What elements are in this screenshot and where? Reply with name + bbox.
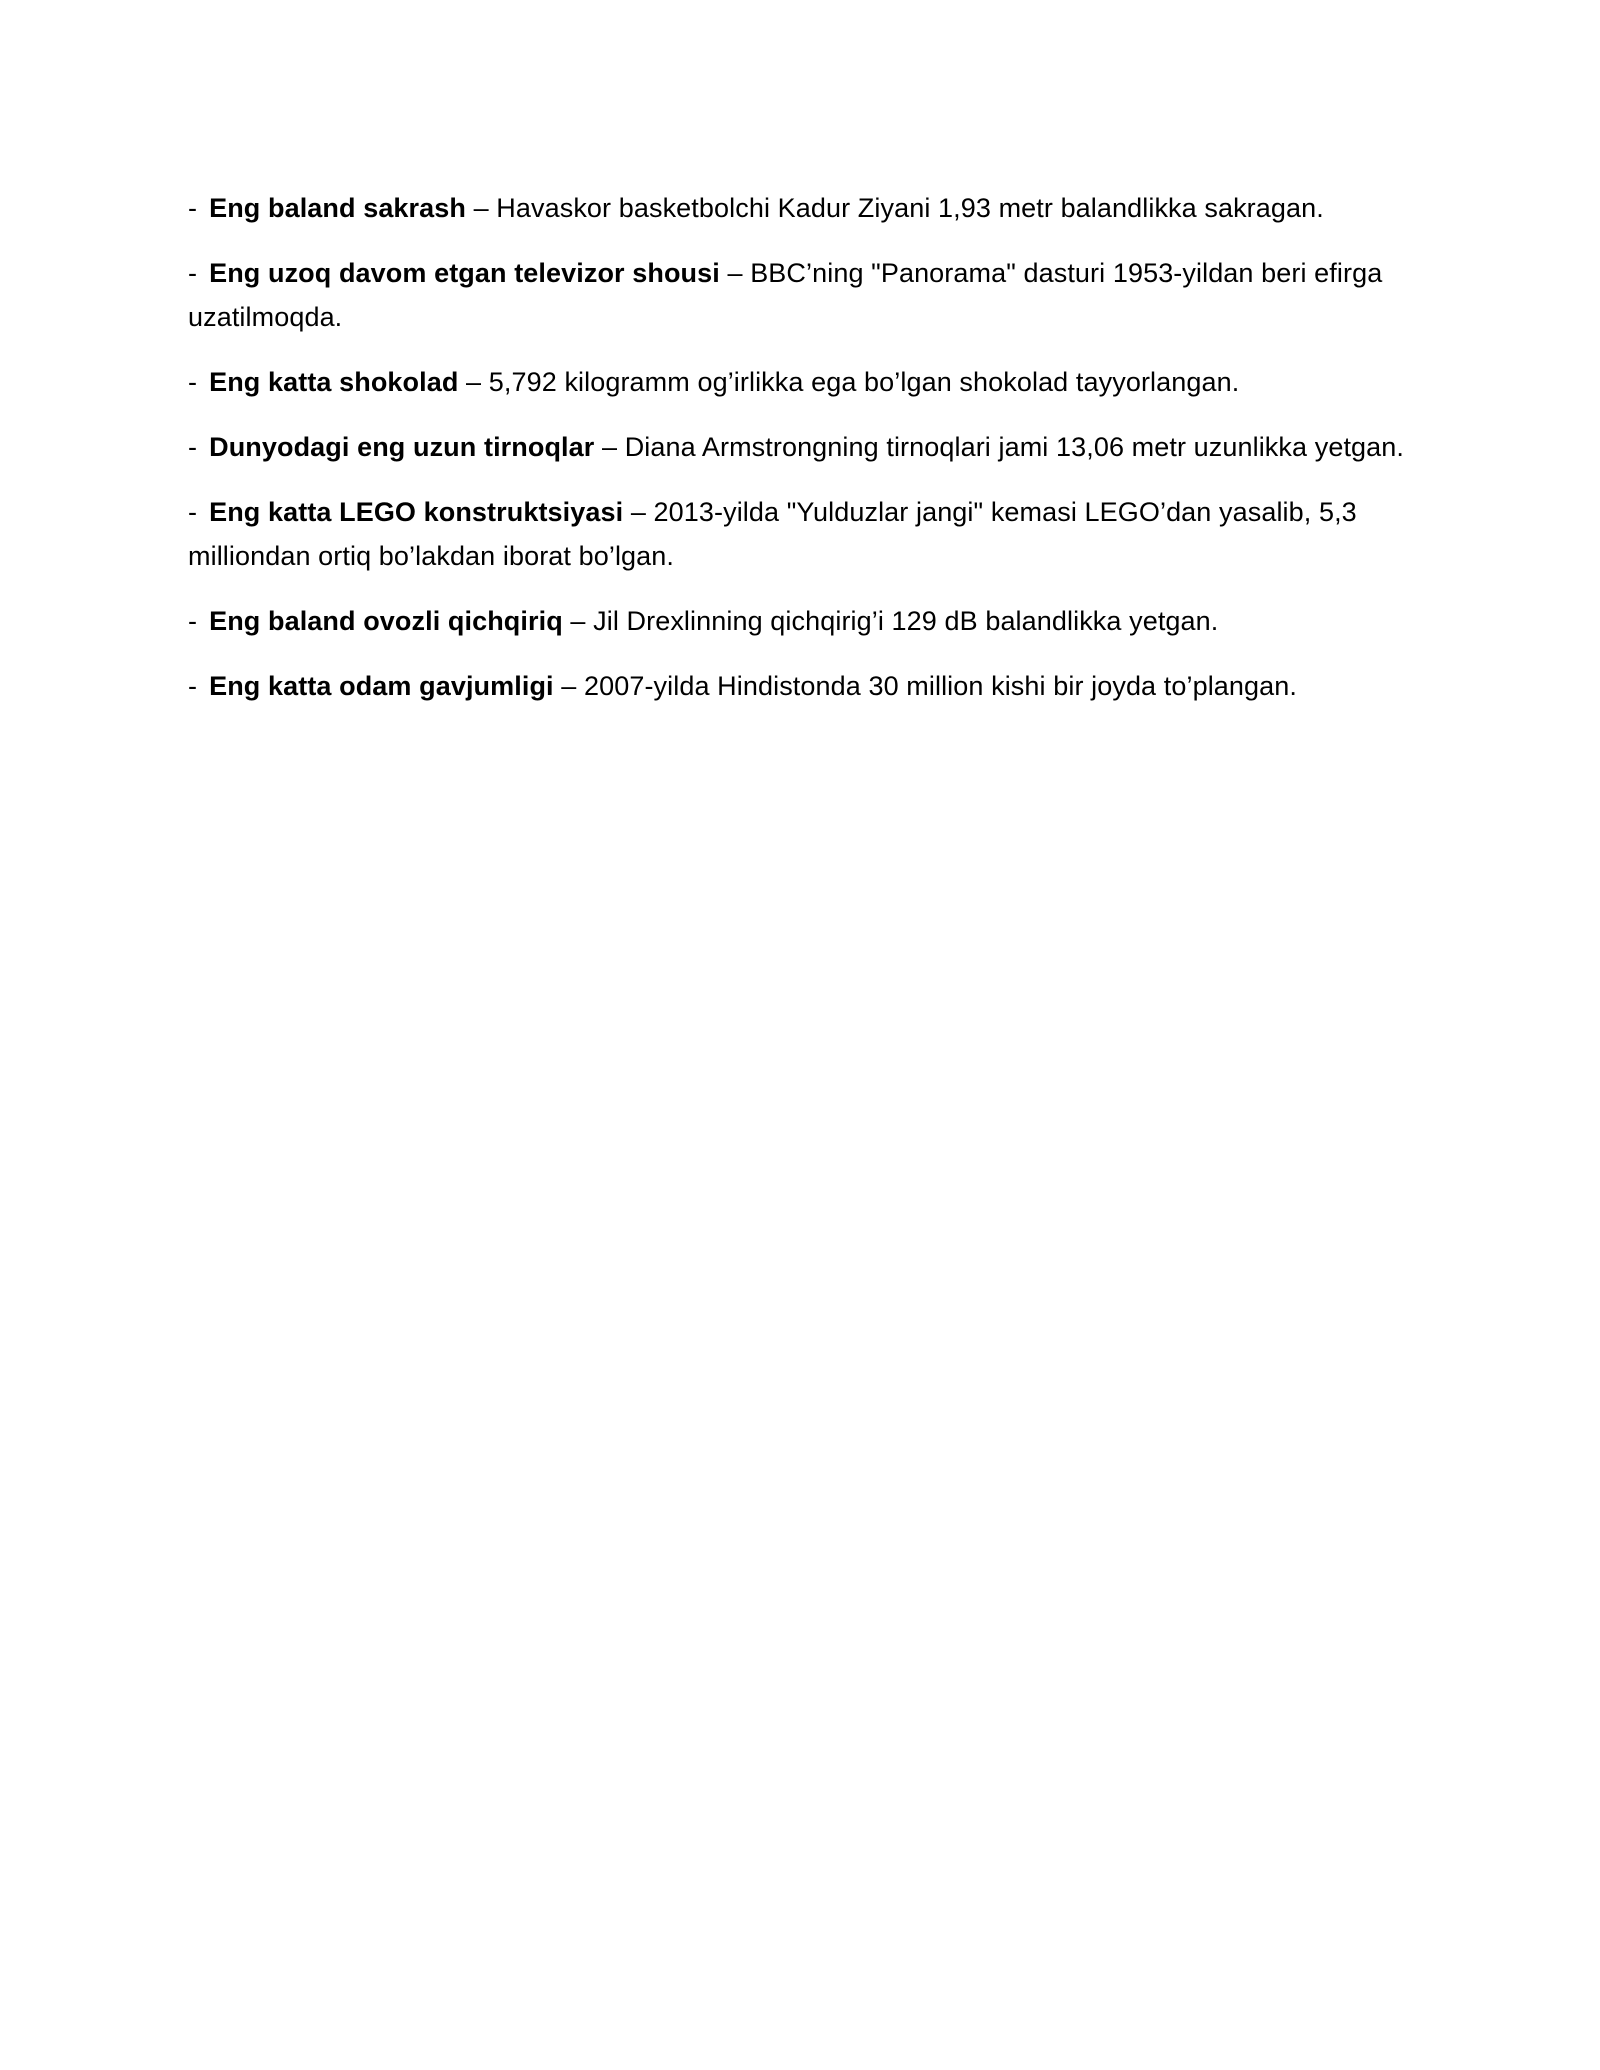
list-dash: - bbox=[188, 606, 198, 636]
item-term: Eng uzoq davom etgan televizor shousi bbox=[209, 258, 720, 288]
list-item bbox=[188, 664, 1418, 708]
list-item bbox=[188, 425, 1418, 469]
list-item bbox=[188, 490, 1418, 578]
list-dash: - bbox=[188, 367, 198, 397]
list-item bbox=[188, 360, 1418, 404]
item-description: – 5,792 kilogramm og’irlikka ega bo’lgan shokolad tayyorlangan. bbox=[458, 367, 1240, 397]
item-description: – Diana Armstrongning tirnoqlari jami 13,06 metr uzunlikka yetgan. bbox=[594, 432, 1404, 462]
item-description: – Havaskor basketbolchi Kadur Ziyani 1,93 metr balandlikka sakragan. bbox=[465, 193, 1324, 223]
item-term: Eng katta shokolad bbox=[209, 367, 459, 397]
item-term: Eng baland sakrash bbox=[209, 193, 466, 223]
item-term: Eng baland ovozli qichqiriq bbox=[209, 606, 563, 636]
list-dash: - bbox=[188, 671, 198, 701]
item-description: – BBC’ning "Panorama" dasturi 1953-yildan beri efirga uzatilmoqda. bbox=[188, 258, 1383, 332]
item-term: Dunyodagi eng uzun tirnoqlar bbox=[209, 432, 595, 462]
list-dash: - bbox=[188, 497, 198, 527]
item-description: – Jil Drexlinning qichqirig’i 129 dB balandlikka yetgan. bbox=[562, 606, 1219, 636]
records-list bbox=[188, 186, 1418, 729]
list-item bbox=[188, 186, 1418, 230]
item-term: Eng katta LEGO konstruktsiyasi bbox=[209, 497, 624, 527]
list-item bbox=[188, 251, 1418, 339]
item-description: – 2013-yilda "Yulduzlar jangi" kemasi LEGO’dan yasalib, 5,3 milliondan ortiq bo’lakdan iborat bo’lgan. bbox=[188, 497, 1357, 571]
list-dash: - bbox=[188, 193, 198, 223]
item-term: Eng katta odam gavjumligi bbox=[209, 671, 554, 701]
list-dash: - bbox=[188, 432, 198, 462]
list-item bbox=[188, 599, 1418, 643]
item-description: – 2007-yilda Hindistonda 30 million kishi bir joyda to’plangan. bbox=[553, 671, 1297, 701]
list-dash: - bbox=[188, 258, 198, 288]
